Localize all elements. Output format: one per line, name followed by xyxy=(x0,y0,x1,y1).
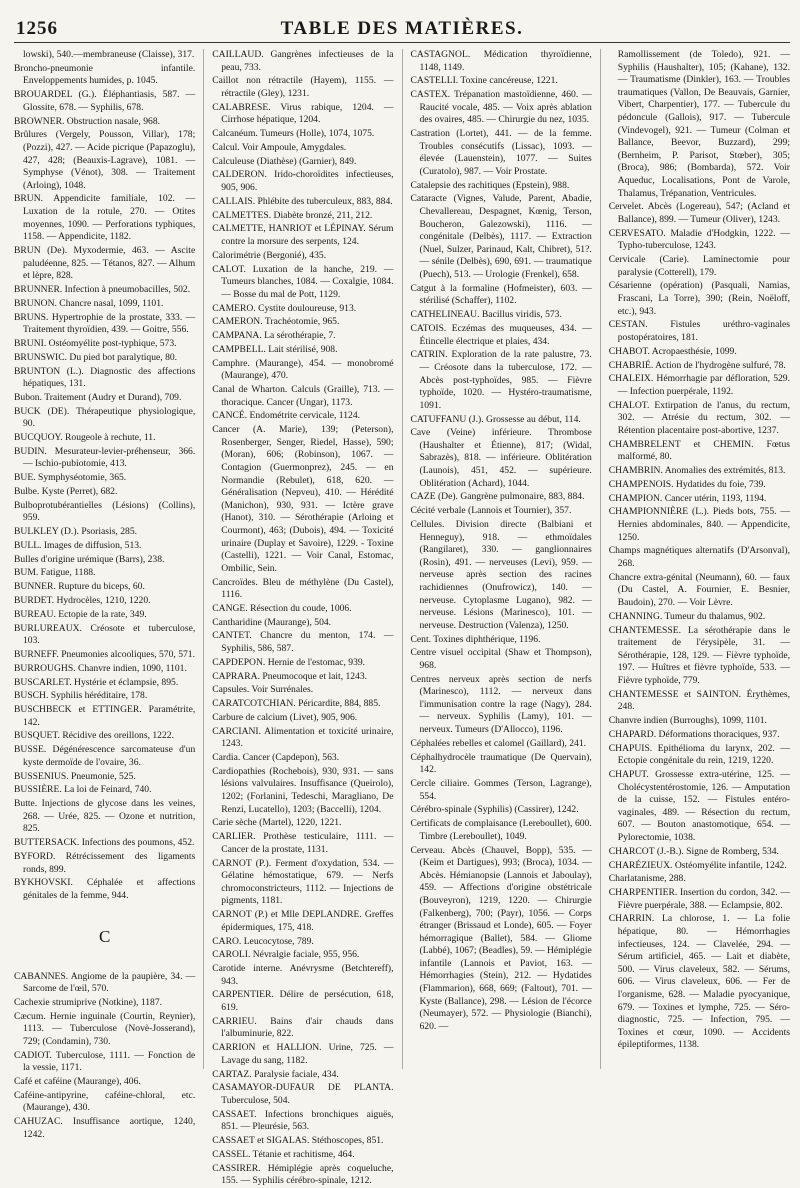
index-entry: CARO. Leucocytose, 789. xyxy=(212,935,314,947)
index-entry: Broncho-pneumonie infantile. Enveloppements humides, p. 1045. xyxy=(14,62,196,87)
index-entry: BULL. Images de diffusion, 513. xyxy=(14,539,142,551)
index-entry: CADIOT. Tuberculose, 1111. — Fonction de la vessie, 1171. xyxy=(14,1049,196,1074)
index-entry: BULKLEY (D.). Psoriasis, 285. xyxy=(14,526,138,538)
index-entry: BRUNNER. Infection à pneumobacilles, 502. xyxy=(14,284,191,295)
index-entry: CATHELINEAU. Bacillus viridis, 573. xyxy=(410,309,562,321)
index-entry: CALMETTE, HANRIOT et LÉPINAY. Sérum contre la morsure des serpents, 124. xyxy=(212,223,394,247)
index-entry: Café et caféine (Maurange), 406. xyxy=(14,1076,141,1087)
index-entry: CALDERON. Irido-choroïdites infectieuses, 905, 906. xyxy=(212,169,394,194)
index-entry: CARLIER. Prothèse testiculaire, 1111. — Cancer de la prostate, 1131. xyxy=(212,831,394,855)
index-entry: CHAPUT. Grossesse extra-utérine, 125. — Cholécystentérostomie, 126. — Amputation de la cuisse, 152. — Fistules entéro-vaginales, 489. — Résection du rectum, 607. — Bouton anastomotique, 654. — Pylorectomie, 1038. xyxy=(608,768,790,843)
index-entry: Charlatanisme, 288. xyxy=(608,873,686,885)
index-entry: Catalepsie des rachitiques (Epstein), 988. xyxy=(410,179,570,191)
index-entry: Chancre extra-génital (Neumann), 60. — faux (Du Castel, A. Fournier, E. Besnier, Baudoin), 270. — Voir Lèvre. xyxy=(608,571,790,608)
index-entry: Camphre. (Maurange), 454. — monobromé (Maurange), 470. xyxy=(212,357,394,382)
index-entry: CAMPANA. La sérothérapie, 7. xyxy=(212,330,336,342)
index-entry: lowski), 540.—membraneuse (Claisse), 317. xyxy=(23,49,195,60)
index-entry: BUNNER. Rupture du biceps, 60. xyxy=(14,581,145,593)
index-entry: Cancer (A. Marie), 139; (Peterson), Rosenberger, Senger, Riedel, Hasse), 590; (Moran), 606; (Robinson), 1067. — Contagion (Guermonprez), 245. — en Normandie (Rebulet), 618, 620. — Généralisation (Nepveu), 410. — Hérédité (Manichon), 930, 931. — Ictère grave (Hanot), 310. — Sérothérapie (Arloing et Courmont), 463; (Dubois), 494. — Toxicité urinaire (Duplay et Savoire), 1229. - Toxine (Castelli), 1221. — Voir Canal, Estomac, Ombilic, Sein. xyxy=(212,424,394,574)
index-entry: CHARÉZIEUX. Ostéomyélite infantile, 1242. xyxy=(608,859,787,871)
index-entry: CALMETTES. Diabète bronzé, 211, 212. xyxy=(212,209,373,221)
index-entry: CERVESATO. Maladie d'Hodgkin, 1222. — Typho-tuberculose, 1243. xyxy=(608,227,790,252)
index-entry: CHAMPION. Cancer utérin, 1193, 1194. xyxy=(608,492,767,504)
index-entry: CAROLI. Névralgie faciale, 955, 956. xyxy=(212,949,360,961)
index-entry: Calcul. Voir Ampoule, Amygdales. xyxy=(212,141,347,153)
index-entry: Carbure de calcium (Livet), 905, 906. xyxy=(212,711,358,723)
index-entry: CASSAET et SIGALAS. Stéthoscopes, 851. xyxy=(212,1135,384,1147)
index-entry: Capsules. Voir Surrénales. xyxy=(212,684,314,696)
index-entry: CAMERO. Cystite douloureuse, 913. xyxy=(212,302,357,314)
index-entry: BUSSIÈRE. La loi de Feinard, 740. xyxy=(14,784,152,796)
index-entry: CARPENTIER. Délire de persécution, 618, 619. xyxy=(212,989,394,1014)
index-entry: CATUFFANU (J.). Grossesse au début, 114. xyxy=(410,413,581,425)
index-entry: Caillot non rétractile (Hayem), 1155. — rétractile (Gley), 1231. xyxy=(212,75,394,99)
index-entry: CAHUZAC. Insuffisance aortique, 1240, 1242. xyxy=(14,1116,196,1140)
index-entry: Césarienne (opération) (Pasquali, Namias, Frascani, La Torre), 390; (Rein, Noëloff, etc.), 943. xyxy=(608,280,790,317)
index-entry: CHAMBRELENT et CHEMIN. Fœtus malformé, 80. xyxy=(608,438,790,463)
index-entry: BYKHOVSKI. Céphalée et affections génitales de la femme, 944. xyxy=(14,877,196,901)
index-entry: Carie sèche (Martel), 1220, 1221. xyxy=(212,817,342,829)
index-entry: CASSIRER. Hémiplégie après coqueluche, 155. — Syphilis cérébro-spinale, 1212. xyxy=(212,1162,394,1187)
index-entry: BURLUREAUX. Créosote et tuberculose, 103. xyxy=(14,622,196,647)
index-entry: BUSCH. Syphilis héréditaire, 178. xyxy=(14,690,148,702)
index-entry: Cancroïdes. Bleu de méthylène (Du Castel), 1116. xyxy=(212,576,394,601)
index-entry: CARNOT (P.). Ferment d'oxydation, 534. — Gélatine hémostatique, 679. — Nerfs chromoconstricteurs, 1112. — Injections de pigments, 1181. xyxy=(212,857,394,907)
index-entry: Cercle ciliaire. Gommes (Terson, Lagrange), 554. xyxy=(410,778,592,802)
index-entry: CAMERON. Trachéotomie, 965. xyxy=(212,316,340,328)
page-number: 1256 xyxy=(16,18,58,39)
index-entry: BUSSENIUS. Pneumonie, 525. xyxy=(14,770,136,782)
index-entry: BUSCARLET. Hystérie et éclampsie, 895. xyxy=(14,676,179,688)
index-entry: Cellules. Division directe (Balbiani et Henneguy), 918. — ethmoïdales (Rangilaret), 330. — ganglionnaires (Rosin), 491. — nerveuses (Levi), 959. — nerveuse après section des racines rachidiennes (Onufrowicz), 140. — nerveuse. Cytoplasme Lugano), 982. — nerveuse. Lésions (Marinesco), 101. — nerveuse. Destruction (Valenza), 1250. xyxy=(410,519,592,631)
index-entry: CHARCOT (J.-B.). Signe de Romberg, 534. xyxy=(608,845,779,857)
index-entry: CHABRIÉ. Action de l'hydrogène sulfuré, 78. xyxy=(608,359,786,371)
index-entry: CAILLAUD. Gangrènes infectieuses de la peau, 733. xyxy=(212,49,394,73)
index-entry: CARCIANI. Alimentation et toxicité urinaire, 1243. xyxy=(212,725,394,750)
index-entry: Ramollissement (de Toledo), 921. — Syphilis (Haushalter), 105; (Kahane), 132. — Traumatisme (Dinkler), 163. — Troubles traumatiques (Vallon, De Beauvais, Garnier, Vibert, Charpentier), 177. — Tubercule du pédoncule (Gallois), 917. — Tubercule (Vindevogel), 921. — Tumeur (Colman et Ballance, Beevor, Buzzard), 299; (Bernheim, P. Parisot, Stœber), 305; (Broca), 986; (Bombarda), 572. Voir Aqueduc, Localisations, Pont de Varole, Thalamus, Trépanation, Ventricules. xyxy=(617,49,790,199)
index-entry: Brûlures (Vergely, Pousson, Villar), 178; (Pozzi), 427. — Acide picrique (Papazoglu), 427, 428; (Beauxis-Lagrave), 1081. — Symphyse (Vénot), 308. — Traitement (Arloing), 1048. xyxy=(14,129,196,191)
index-entry: Cerveau. Abcès (Chauvel, Bopp), 535. — (Keim et Dartigues), 993; (Broca), 1034. — Abcès. Hémianopsie (Lannois et Jaboulay), 459. — Affections d'origine obstétricale (Bouveyron), 1219, 1220. — Chirurgie (Falkenberg), 700; (Payr), 1056. — Corps étranger (Brissaud et Londe), 605. — Foyer hémorragique (Ballet), 584. — Gliome (Labbé), 1067; (Beadles), 59. — Hémiplégie infantile (Lannois et Paviot, 163. — Hémorrhagies (Stein), 212. — Hydatides (Flammarion), 668, 669; (Faltout), 701. — Kyste (Ballance), 298. — Lésion de l'écorce (Neumayer), 572. — Physiologie (Bianchi), 620. — xyxy=(410,844,592,1032)
index-entry: CARRION et HALLION. Urine, 725. — Lavage du sang, 1182. xyxy=(212,1042,394,1066)
index-entry: Céphalhydrocèle traumatique (De Quervain), 142. xyxy=(410,751,592,776)
index-entry: BUSCHBECK et ETTINGER. Paramétrite, 142. xyxy=(14,704,196,728)
index-entry: BURROUGHS. Chanvre indien, 1090, 1101. xyxy=(14,662,187,674)
index-entry: CALABRESE. Virus rabique, 1204. — Cirrhose hépatique, 1204. xyxy=(212,101,394,126)
index-entry: BRUNS. Hypertrophie de la prostate, 333. — Traitement thyroïdien, 439. — Goitre, 556. xyxy=(14,311,196,336)
index-entry: BRUNSWIC. Du pied bot paralytique, 80. xyxy=(14,351,178,363)
index-entry: Champs magnétiques alternatifs (D'Arsonval), 268. xyxy=(608,545,790,569)
index-entry: CAPRARA. Pneumocoque et lait, 1243. xyxy=(212,670,368,682)
index-entry: CHAMPIONNIÈRE (L.). Pieds bots, 755. — Hernies abdominales, 840. — Appendicite, 1250. xyxy=(608,506,790,543)
index-entry: CALOT. Luxation de la hanche, 219. — Tumeurs blanches, 1084. — Coxalgie, 1084. — Bosse du mal de Pott, 1129. xyxy=(212,263,394,300)
index-entry: BUE. Symphyséotomie, 365. xyxy=(14,472,127,484)
index-entry: Cervicale (Carie). Laminectomie pour paralysie (Cotterell), 179. xyxy=(608,254,790,278)
index-entry: Bulbe. Kyste (Perret), 682. xyxy=(14,485,118,497)
index-entry: CAMPBELL. Lait stérilisé, 908. xyxy=(212,343,338,355)
index-entry: Bulles d'origine urémique (Barrs), 238. xyxy=(14,553,165,565)
index-entry: BUSQUET. Récidive des oreillons, 1222. xyxy=(14,730,174,742)
index-entry: CESTAN. Fistules uréthro-vaginales postopératoires, 181. xyxy=(608,319,790,343)
index-entry: Cave (Veine) inférieure. Thrombose (Haushalter et Étienne), 817; (Widal, Sabrazès), 818. — inférieure. Oblitération (Launois), 451, 452. — supérieure. Oblitération (Achard), 1044. xyxy=(410,427,592,489)
index-entry: CHALOT. Extirpation de l'anus, du rectum, 302. — Atrésie du rectum, 302. — Rétention placentaire post-abortive, 1237. xyxy=(608,399,790,436)
index-entry: CASSEL. Tétanie et rachitisme, 464. xyxy=(212,1148,355,1160)
index-entry: Cæcum. Hernie inguinale (Courtin, Reynier), 1113. — Tuberculose (Novè-Josserand), 729; (Condamin), 730. xyxy=(14,1010,196,1047)
index-column xyxy=(14,49,196,1140)
index-entry: BURNEFF. Pneumonies alcooliques, 570, 571. xyxy=(14,648,195,660)
index-entry: CHAMBRIN. Anomalies des extrémités, 813. xyxy=(608,465,786,477)
index-entry: Centres nerveux après section de nerfs (Marinesco), 1112. — nerveux dans l'immunisation contre la rage (Nagy), 284. — nerveux. Syphilis (Lamy), 101. — nerveux. Tumeurs (D'Allocco), 1196. xyxy=(410,673,592,736)
index-entry: Cervelet. Abcès (Logereau), 547; (Acland et Ballance), 899. — Tumeur (Oliver), 1243. xyxy=(608,201,790,225)
index-entry: CHANTEMESSE. La sérothérapie dans le traitement de l'érysipèle, 31. — Sérothérapie, 128, 129. — Fièvre typhoïde, 197. — Huîtres et fièvre typhoïde, 533. — Fièvre typhoïde, 779. xyxy=(608,624,790,686)
index-column xyxy=(203,49,394,1187)
index-columns xyxy=(14,49,790,1187)
index-entry: CHALEIX. Hémorrhagie par défloration, 529. — Infection puerpérale, 1192. xyxy=(608,373,790,397)
index-entry: CANGE. Résection du coude, 1006. xyxy=(212,602,352,614)
index-entry: CHAPUIS. Epithélioma du larynx, 202. — Ectopie congénitale du rein, 1219, 1220. xyxy=(608,742,790,767)
index-entry: Cardiopathies (Rochebois), 930, 931. — sans lésions valvulaires. Insuffisance (Queirolo), 1202; (Forlanini, Tedeschi, Maragliano, De Renzi, Lucatello), 1203; (Baccelli), 1204. xyxy=(212,765,394,815)
index-entry: BUSSE. Dégénérescence sarcomateuse d'un kyste dermoïde de l'ovaire, 36. xyxy=(14,744,196,768)
index-entry: BRUNON. Chancre nasal, 1099, 1101. xyxy=(14,297,164,309)
index-entry: CANTET. Chancre du menton, 174. — Syphilis, 586, 587. xyxy=(212,630,394,655)
index-entry: CASTEX. Trépanation mastoïdienne, 460. — Raucité vocale, 485. — Voix après ablation des ovaires, 485. — Chirurgie du nez, 1035. xyxy=(410,89,592,126)
index-entry: Cantharidine (Maurange), 504. xyxy=(212,616,332,628)
index-entry: CASTAGNOL. Médication thyroïdienne, 1148, 1149. xyxy=(410,49,592,73)
index-entry: CHABOT. Acropaesthésie, 1099. xyxy=(608,345,737,357)
index-entry: Butte. Injections de glycose dans les veines, 268. — Urée, 825. — Ozone et nutrition, 825. xyxy=(14,798,196,835)
index-entry: Chanvre indien (Burroughs), 1099, 1101. xyxy=(608,715,767,727)
index-entry: CAPDEPON. Hernie de l'estomac, 939. xyxy=(212,656,366,668)
index-entry: Certificats de complaisance (Lereboullet), 600. Timbre (Lereboullet), 1049. xyxy=(410,818,592,842)
index-entry: Cérébro-spinale (Syphilis) (Cassirer), 1242. xyxy=(410,804,579,816)
index-column xyxy=(402,49,592,1069)
index-entry: CHARRIN. La chlorose, 1. — La folie hépatique, 80. — Hémorrhagies infectieuses, 124. — Clavelée, 294. — Sérum artificiel, 465. — Lait et diabète, 500. — Virus claveleux, 582. — Sérums, 606. — Virus claveleux, 606. — Fer de l'organisme, 628. — Maladie pyocyanique, 679. — Toxines et lymphe, 725. — Séro-diagnostic, 725. — Infection, 795. — Toxines et cœur, 1090. — Accidents épileptiformes, 1138. xyxy=(608,913,790,1051)
index-entry: Cataracte (Vignes, Valude, Parent, Abadie, Chevallereau, Despagnet, Kœnig, Terson, Boucheron, Galezowski), 1116. — congénitale (Delbès), 1117. — Extraction (Nuel, Sulzer, Parinaud, Kalt, Chibret), 51?. — sénile (Delbès), 690, 691. — traumatique (Puech), 513. — Urologie (Frenkel), 658. xyxy=(410,193,592,281)
index-entry: BUCQUOY. Rougeole à rechute, 11. xyxy=(14,432,156,444)
index-entry: BRUN. Appendicite familiale, 102. — Luxation de la rotule, 270. — Otites moyennes, 1090. — Perforations typhiques, 1158. — Appendicite, 1182. xyxy=(14,193,196,243)
index-entry: Carotide interne. Anévrysme (Betchtereff), 943. xyxy=(212,963,394,987)
index-entry: CASTELLI. Toxine cancéreuse, 1221. xyxy=(410,75,558,87)
index-entry: CASSAET. Infections bronchiques aiguës, 851. — Pleurésie, 563. xyxy=(212,1108,394,1133)
index-entry: CAZE (De). Gangrène pulmonaire, 883, 884. xyxy=(410,491,585,503)
index-entry: CARRIEU. Bains d'air chauds dans l'albuminurie, 822. xyxy=(212,1015,394,1040)
index-entry: Catgut à la formaline (Hofmeister), 603. — stérilisé (Schaffer), 1102. xyxy=(410,282,592,307)
index-entry: CANCÉ. Endométrite cervicale, 1124. xyxy=(212,410,361,422)
index-entry: Centre visuel occipital (Shaw et Thompson), 968. xyxy=(410,647,592,671)
index-entry: CHAPARD. Déformations thoraciques, 937. xyxy=(608,728,780,740)
index-entry: BUM. Fatigue, 1188. xyxy=(14,567,96,579)
index-entry: Céphalées rebelles et calomel (Gaillard), 241. xyxy=(410,737,587,749)
index-entry: BRUNTON (L.). Diagnostic des affections hépatiques, 131. xyxy=(14,365,196,390)
index-entry: Caféine-antipyrine, caféine-chloral, etc. (Maurange), 430. xyxy=(14,1089,196,1114)
index-column xyxy=(600,49,790,1069)
index-entry: BRUN (De). Myxodermie, 463. — Ascite paludéenne, 825. — Tétanos, 827. — Alhum et lèpre, 828. xyxy=(14,245,196,282)
index-entry: CHANNING. Tumeur du thalamus, 902. xyxy=(608,610,766,622)
index-entry: Calculeuse (Diathèse) (Garnier), 849. xyxy=(212,155,357,167)
index-entry: BRUNI. Ostéomyélite post-typhique, 573. xyxy=(14,337,177,349)
index-entry: BUREAU. Ectopie de la rate, 349. xyxy=(14,608,147,620)
index-entry: BYFORD. Rétrécissement des ligaments ronds, 899. xyxy=(14,850,196,875)
index-entry: CHARPENTIER. Insertion du cordon, 342. — Fièvre puerpérale, 388. — Eclampsie, 802. xyxy=(608,887,790,911)
index-entry: CHAMPENOIS. Hydatides du foie, 739. xyxy=(608,478,766,490)
index-entry: Castration (Lortet), 441. — de la femme. Troubles consécutifs (Lissac), 1093. — élevée (Lauenstein), 1077. — Suites (Curatolo), 987. — Voir Prostate. xyxy=(410,128,592,177)
index-entry: Cent. Toxines diphthérique, 1196. xyxy=(410,633,541,645)
index-entry: Bubon. Traitement (Audry et Durand), 709. xyxy=(14,391,182,403)
index-entry: BURDET. Hydrocèles, 1210, 1220. xyxy=(14,595,151,607)
running-title: TABLE DES MATIÈRES. xyxy=(280,18,524,39)
index-entry: CATOIS. Eczémas des muqueuses, 434. — Étincelle électrique et plaies, 434. xyxy=(410,322,592,347)
index-entry: Cécité verbale (Lannois et Tournier), 357. xyxy=(410,505,572,517)
index-entry: Bulboprotubérantielles (Lésions) (Collins), 959. xyxy=(14,499,196,524)
index-entry: BUTTERSACK. Infections des poumons, 452. xyxy=(14,837,195,849)
index-entry: CASAMAYOR-DUFAUR DE PLANTA. Tuberculose, 504. xyxy=(212,1082,394,1106)
index-entry: CATRIN. Exploration de la rate palustre, 73. — Créosote dans la tuberculose, 172. — Abcès post-typhoïdes, 985. — Fièvre typhoïde, 1020. — Hystéro-traumatisme, 1091. xyxy=(410,349,592,411)
index-entry: Canal de Wharton. Calculs (Graille), 713. — thoracique. Cancer (Ungar), 1173. xyxy=(212,384,394,408)
index-entry: BUCK (DE). Thérapeutique physiologique, 90. xyxy=(14,405,196,430)
index-entry: Calorimétrie (Bergonié), 435. xyxy=(212,249,327,261)
index-entry: Cachexie strumiprive (Notkine), 1187. xyxy=(14,996,163,1008)
page-header xyxy=(14,14,790,43)
index-entry: BUDIN. Mesurateur-levier-préhenseur, 366. — Ischio-pubiotomie, 413. xyxy=(14,445,196,470)
index-entry: CABANNES. Angiome de la paupière, 34. — Sarcome de l'œil, 570. xyxy=(14,970,196,995)
index-entry: Calcanéum. Tumeurs (Holle), 1074, 1075. xyxy=(212,128,375,140)
index-entry: BROWNER. Obstruction nasale, 968. xyxy=(14,115,161,127)
index-entry: CHANTEMESSE et SAINTON. Érythèmes, 248. xyxy=(608,688,790,713)
index-entry: CALLAIS. Phlébite des tuberculeux, 883, 884. xyxy=(212,195,393,207)
index-entry: CARTAZ. Paralysie faciale, 434. xyxy=(212,1068,339,1080)
index-entry: Cardia. Cancer (Capdepon), 563. xyxy=(212,752,340,764)
index-entry: BROUARDEL (G.). Éléphantiasis, 587. — Glossite, 678. — Syphilis, 678. xyxy=(14,89,196,113)
index-entry: CARATCOTCHIAN. Péricardite, 884, 885. xyxy=(212,698,381,710)
index-entry: CARNOT (P.) et Mlle DEPLANDRE. Greffes épidermiques, 175, 418. xyxy=(212,909,394,933)
section-letter: C xyxy=(98,926,111,946)
